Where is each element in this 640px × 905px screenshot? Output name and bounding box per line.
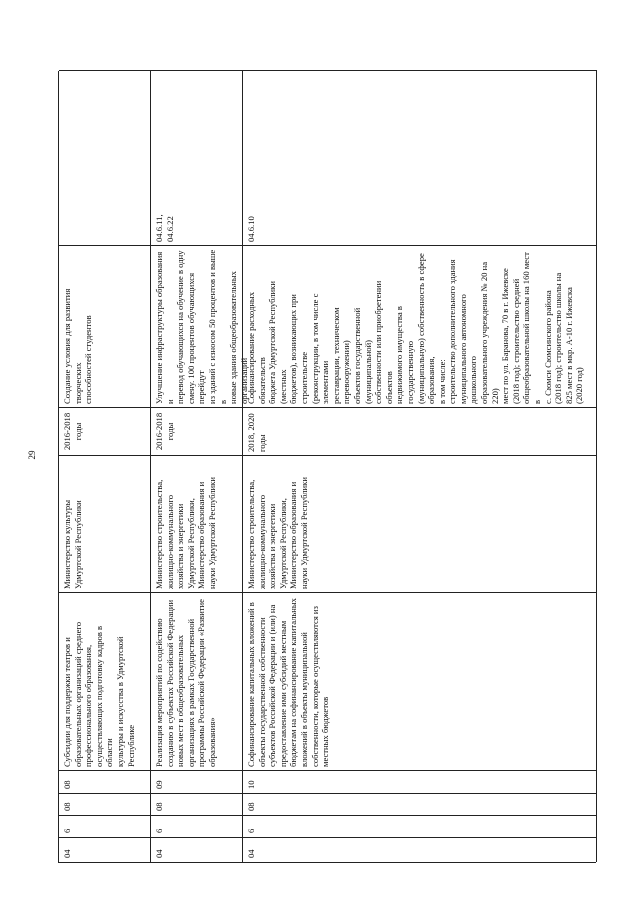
cell-name: Субсидии для поддержки театров и образовательных организаций среднего профессионального образования, осуществляющих подготовку кадров в области культуры и искусства в Удмуртской Республике <box>59 592 151 770</box>
cell-pp: 6 <box>59 815 151 837</box>
program-table-rotated <box>58 71 596 863</box>
cell-gp: 04 <box>243 837 597 862</box>
cell-om: 08 <box>243 793 597 815</box>
cell-gp: 04 <box>151 837 243 862</box>
cell-om: 08 <box>59 793 151 815</box>
cell-m: 09 <box>151 770 243 793</box>
cell-executor: Министерство культуры Удмуртской Республики <box>59 455 151 592</box>
cell-m: 08 <box>59 770 151 793</box>
cell-link <box>59 70 151 245</box>
cell-result: Создание условия для развития творческих способностей студентов <box>59 245 151 407</box>
cell-name: Реализация мероприятий по содействию созданию в субъектах Российской Федерации новых мест в общеобразовательных организациях в рамках Государственной программы Российской Федерации «Развитие образования» <box>151 592 243 770</box>
cell-gp: 04 <box>59 837 151 862</box>
program-table <box>58 71 596 863</box>
cell-result: Улучшение инфраструктуры образования и перевод обучающихся на обучение в одну смену. 100 процентов обучающихся перейдут из зданий с износом 50 процентов и выше в новые здания общеобразовательных организаций <box>151 245 243 407</box>
cell-pp: 6 <box>151 815 243 837</box>
cell-m: 10 <box>243 770 597 793</box>
cell-result: Софинансирование расходных обязательств бюджета Удмуртской Республики (местных бюджетов), возникающих при строительстве (реконструкции, в том числе с элементами реставрации, техническом перевооружении) объектов государственной (муниципальной) собственности или приобретении объектов недвижимого имущества в государственную (муниципальную) собственность в сфере образования, в том числе: строительство дополнительного здания муниципального автономного дошкольного образовательного учреждения № 20 на 220) мест по ул. Баранова, 70 в г. Ижевске (2018 год); строительство средней общеобразовательной школы на 160 мест в с. Сюмси Сюмсинского района (2018 год); строительство школы на 825 мест в мкр. А-10 г. Ижевска (2020 год) <box>243 245 597 407</box>
cell-period: 2016-2018 годы <box>59 407 151 455</box>
cell-pp: 6 <box>243 815 597 837</box>
cell-name: Софинансирование капитальных вложений в объекты государственной собственности субъектов Российской Федерации и (или) на предоставление ими субсидий местным бюджетам на софинансирование капитальных вложений в объекты муниципальной собственности, которые осуществляются из местных бюджетов <box>243 592 597 770</box>
cell-executor: Министерство строительства, жилищно-коммунального хозяйства и энергетики Удмуртской Республики, Министерство образования и науки Удмуртской Республики <box>151 455 243 592</box>
cell-om: 08 <box>151 793 243 815</box>
cell-executor: Министерство строительства, жилищно-коммунального хозяйства и энергетики Удмуртской Республики, Министерство образования и науки Удмуртской Республики <box>243 455 597 592</box>
cell-link: 04.6.10 <box>243 70 597 245</box>
cell-link: 04.6.11, 04.6.22 <box>151 70 243 245</box>
cell-period: 2018, 2020 годы <box>243 407 597 455</box>
cell-period: 2016-2018 годы <box>151 407 243 455</box>
page-number: 29 <box>27 450 37 460</box>
